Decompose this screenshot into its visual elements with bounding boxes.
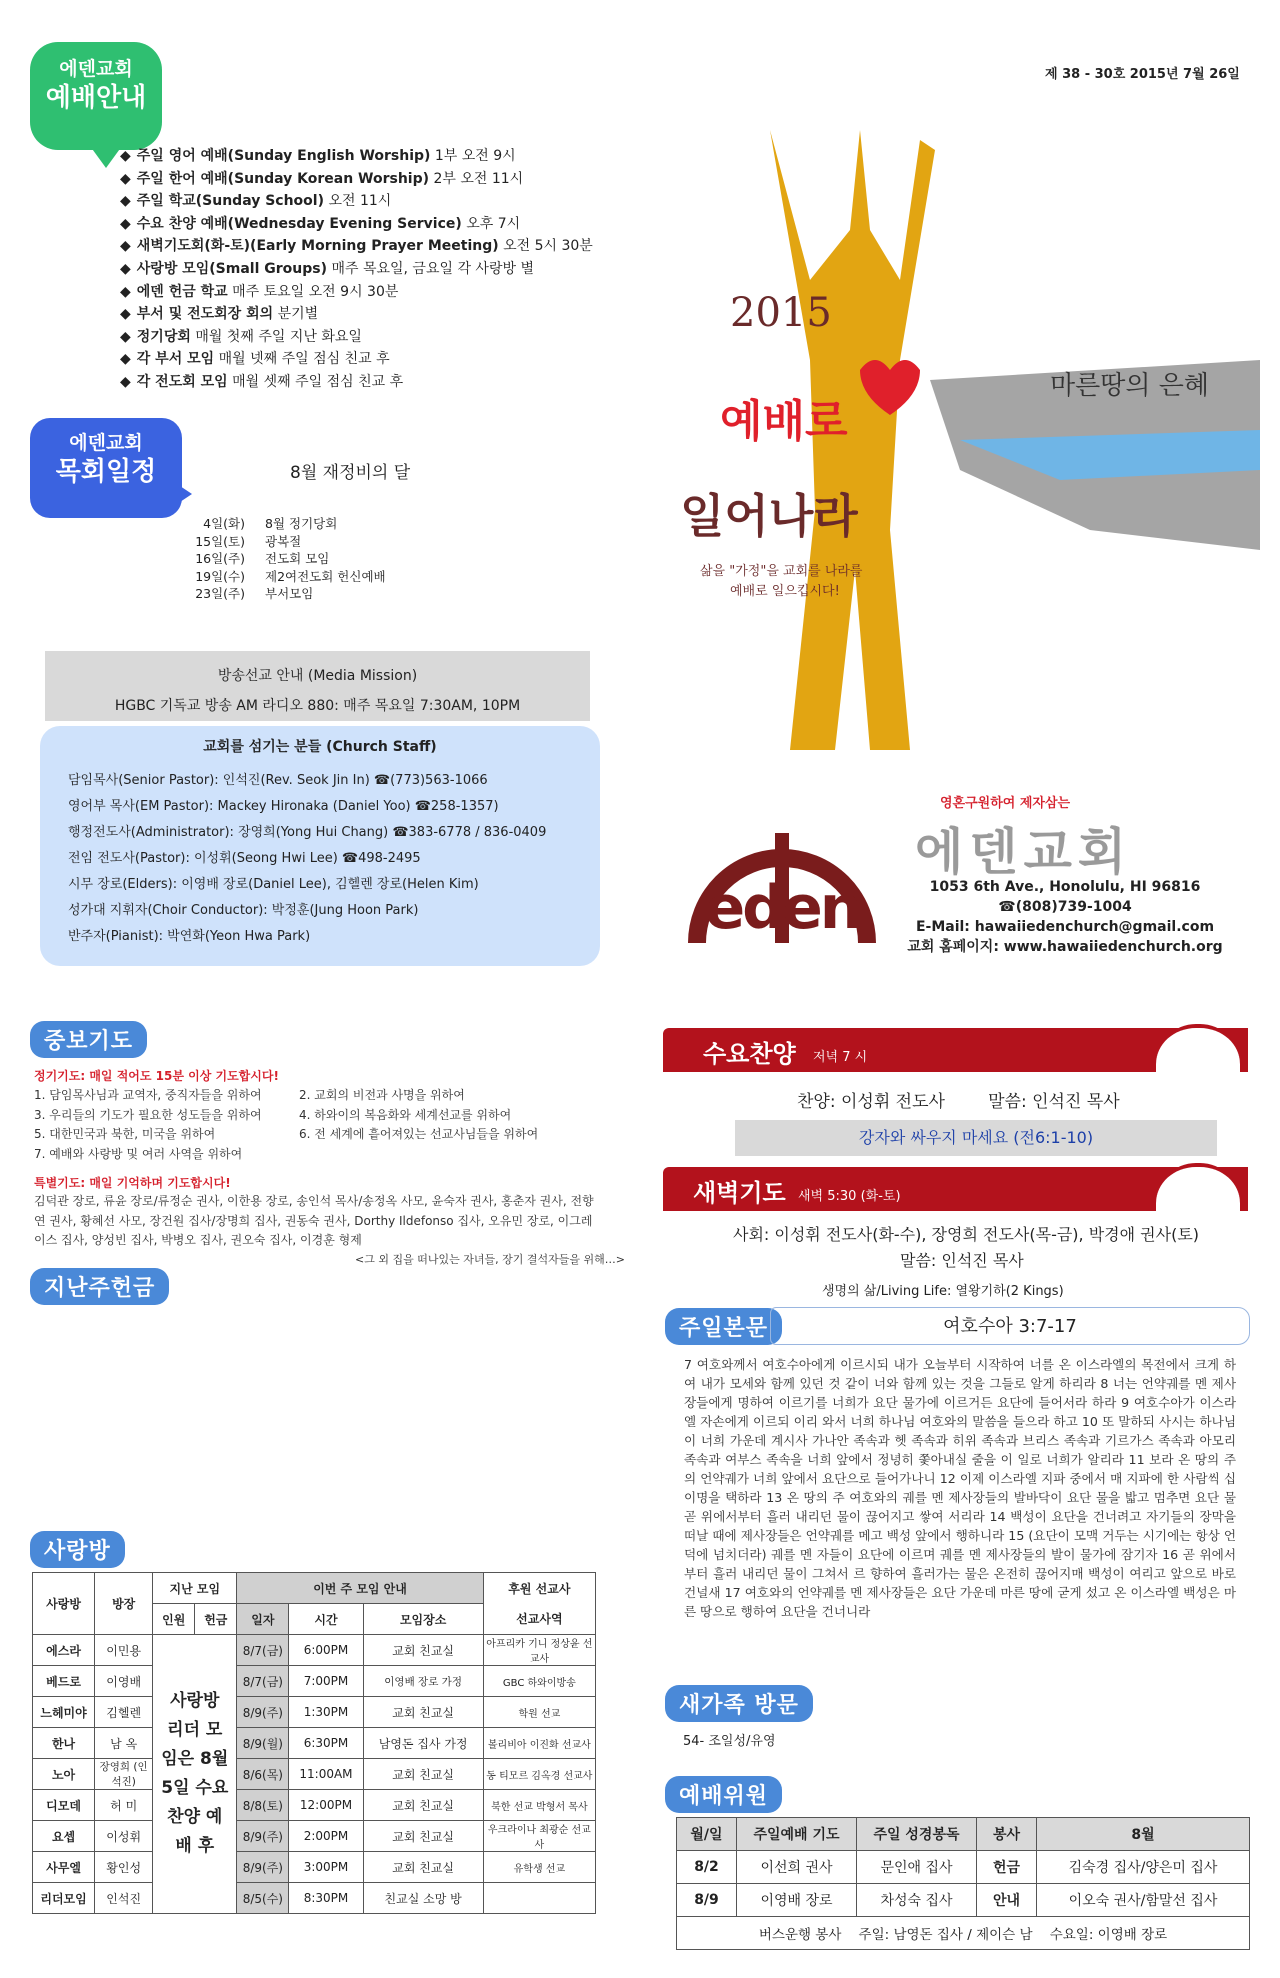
prayer-special-text: 김덕관 장로, 류윤 장로/류정순 권사, 이한용 장로, 송인석 목사/송정옥 사모, 윤숙자 권사, 홍춘자 권사, 전향연 권사, 황혜선 사모, 장건원 집사/장명희 집사, 권동숙 권사, Dorthy Ildefonso 집사, 오유민 장로, 이그레이스 집사, 양성빈 집사, 박병오 집사, 권오숙 집사, 이경훈 형제 bbox=[34, 1194, 594, 1247]
table-row: 느헤미야 김헬렌 8/9(주) 1:30PM 교회 친교실 학원 선교 bbox=[33, 1697, 596, 1728]
poster bbox=[660, 110, 1260, 770]
schedule-row: 15일(토) 광복절 bbox=[195, 533, 302, 549]
eden-logo-text: eden bbox=[704, 873, 860, 943]
worship-item: ◆ 각 전도회 모임 매월 셋째 주일 점심 친교 후 bbox=[120, 373, 404, 390]
sermon-heading: 주일본문 bbox=[665, 1308, 782, 1345]
prayer-item: 3. 우리들의 기도가 필요한 성도들을 위하여 bbox=[34, 1107, 262, 1122]
prayer-item: 1. 담임목사님과 교역자, 중직자들을 위하여 bbox=[34, 1088, 262, 1102]
worship-item: ◆ 주일 영어 예배(Sunday English Worship) 1부 오전 9시 bbox=[120, 148, 516, 164]
poster-sub1: 삶을 "가정"을 교회를 나라를 bbox=[700, 564, 863, 579]
staff-line: 시무 장로(Elders): 이영배 장로(Daniel Lee), 김헬렌 장로(Helen Kim) bbox=[68, 877, 479, 892]
prayer-item: 5. 대한민국과 북한, 미국을 위하여 bbox=[34, 1127, 216, 1141]
table-row: 디모데 허 미 8/8(토) 12:00PM 교회 친교실 북한 선교 박형서 목사 bbox=[33, 1790, 596, 1821]
worship-item: ◆ 부서 및 전도회장 회의 분기별 bbox=[120, 306, 319, 323]
eden-logo-small bbox=[1156, 1163, 1240, 1211]
leader-meeting-note: 사랑방 리더 모임은 8월 5일 수요 찬양 예배 후 bbox=[153, 1635, 237, 1914]
staff-box bbox=[40, 726, 600, 966]
schedule-bubble-line1: 에덴교회 bbox=[69, 432, 143, 454]
col-group: 사랑방 bbox=[33, 1573, 95, 1635]
worship-item: ◆ 수요 찬양 예배(Wednesday Evening Service) 오후 7시 bbox=[120, 215, 521, 232]
worship-item: ◆ 정기당회 매월 첫째 주일 지난 화요일 bbox=[120, 328, 362, 345]
visitors-text: 54- 조일성/유영 bbox=[683, 1734, 776, 1749]
col-mission: 후원 선교사 bbox=[483, 1573, 595, 1604]
worship-bubble bbox=[30, 42, 162, 150]
schedule-row: 19일(수) 제2여전도회 헌신예배 bbox=[195, 568, 386, 584]
schedule-bubble bbox=[30, 418, 182, 518]
wednesday-line: 찬양: 이성휘 전도사 말씀: 인석진 목사 bbox=[797, 1092, 1120, 1112]
prayer-item: 4. 하와이의 복음화와 세계선교를 위하여 bbox=[299, 1107, 512, 1122]
issue-info: 제 38 - 30호 2015년 7월 26일 bbox=[1045, 67, 1240, 82]
col-attend: 인원 bbox=[153, 1604, 195, 1635]
worship-item: ◆ 에덴 헌금 학교 매주 토요일 오전 9시 30분 bbox=[120, 283, 399, 300]
staff-title: 교회를 섬기는 분들 (Church Staff) bbox=[203, 739, 437, 755]
worship-bubble-line2: 예배안내 bbox=[45, 82, 147, 113]
worship-item: ◆ 주일 한어 예배(Sunday Korean Worship) 2부 오전 11시 bbox=[120, 170, 524, 187]
schedule-bubble-line2: 목회일정 bbox=[55, 456, 157, 487]
worship-bubble-line1: 에덴교회 bbox=[59, 58, 133, 80]
staff-line: 전임 전도사(Pastor): 이성휘(Seong Hwi Lee) ☎498-2495 bbox=[68, 851, 421, 866]
sermon-ref-box bbox=[770, 1307, 1250, 1345]
prayer-item: 6. 전 세계에 흩어져있는 선교사님들을 위하여 bbox=[299, 1127, 539, 1141]
church-info bbox=[900, 877, 1230, 957]
table-row: 버스운행 봉사 주일: 남영돈 집사 / 제이슨 남 수요일: 이영배 장로 bbox=[677, 1917, 1250, 1950]
table-row: 베드로 이영배 8/7(금) 7:00PM 이영배 장로 가정 GBC 하와이방송 bbox=[33, 1666, 596, 1697]
sarang-table bbox=[32, 1572, 596, 1914]
visitors-heading: 새가족 방문 bbox=[665, 1685, 813, 1722]
church-name: 에덴교회 bbox=[915, 823, 1133, 881]
poster-year: 2015 bbox=[730, 290, 832, 336]
staff-line: 성가대 지휘자(Choir Conductor): 박정훈(Jung Hoon Park) bbox=[68, 903, 419, 918]
staff-line: 반주자(Pianist): 박연화(Yeon Hwa Park) bbox=[68, 929, 311, 944]
sermon-text: 7 여호와께서 여호수아에게 이르시되 내가 오늘부터 시작하여 너를 온 이스라엘의 목전에서 크게 하여 내가 모세와 함께 있던 것 같이 너와 함께 있는 것을 그들로 알게 하리라 8 너는 언약궤를 멘 제사장들에게 명하여 이르기를 너희가 요단 물가에 이르거든 요단에 들어서라 하라 9 여호수아가 이스라엘 자손에게 이르되 이리 와서 너희 하나님 여호와의 말씀을 들으라 하고 10 또 말하되 사시는 하나님이 너희 가운데 계시사 가나안 족속과 헷 족속과 히위 족속과 브리스 족속과 기르가스 족속과 아모리 족속과 여부스 족속을 너희 앞에서 정녕히 쫓아내실 줄을 이 일로 너희가 알리라 11 보라 온 땅의 주의 언약궤가 너희 앞에서 요단으로 들어가나니 12 이제 이스라엘 지파 중에서 매 지파에 한 사람씩 십 이명을 택하라 13 온 땅의 주 여호와의 궤를 멘 제사장들의 발바닥이 요단 물을 밟고 멈추면 요단 물 곧 위에서부터 흘러 내리던 물이 끊어지고 쌓여 서리라 14 백성이 요단을 건너려고 자기들의 장막을 떠날 때에 제사장들은 언약궤를 메고 백성 앞에서 행하니라 15 (요단이 모맥 거두는 시기에는 항상 언덕에 넘치더라) 궤를 멘 자들이 요단에 이르며 궤를 멘 제사장들의 발이 물가에 잠기자 16 곧 위에서부터 흘러 내리던 물이 그쳐서 르 향하여 흘러가는 물은 온전히 끊어지매 백성이 여리고 앞으로 바로 건널새 17 여호와의 언약궤를 멘 제사장들은 요단 가운데 마른 땅에 굳게 섰고 온 이스라엘 백성은 마른 땅으로 행하여 요단을 건너니라 bbox=[684, 1357, 1236, 1619]
eden-logo bbox=[687, 803, 877, 953]
worship-item: ◆ 사랑방 모임(Small Groups) 매주 목요일, 금요일 각 사랑방 별 bbox=[120, 260, 534, 277]
eden-logo-small bbox=[1156, 1024, 1240, 1072]
table-row: 8/2 이선희 권사 문인애 집사 헌금 김숙경 집사/양은미 집사 bbox=[677, 1851, 1250, 1884]
wednesday-bar bbox=[663, 1028, 1248, 1072]
church-homepage: 교회 홈페이지: www.hawaiiedenchurch.org bbox=[907, 939, 1223, 955]
sermon-ref: 여호수아 3:7-17 bbox=[943, 1316, 1077, 1337]
wednesday-sub: 저녁 7 시 bbox=[813, 1050, 868, 1065]
dawn-bar bbox=[663, 1167, 1248, 1211]
poster-sub2: 예배로 일으킵시다! bbox=[730, 584, 840, 599]
poster-line2: 일어나라 bbox=[680, 489, 858, 543]
dawn-sub: 새벽 5:30 (화-토) bbox=[798, 1189, 901, 1204]
worship-item: ◆ 주일 학교(Sunday School) 오전 11시 bbox=[120, 193, 392, 210]
table-row: 노아 장영희 (인석진) 8/6(목) 11:00AM 교회 친교실 동 티모르 김옥경 선교사 bbox=[33, 1759, 596, 1790]
dawn-line2: 말씀: 인석진 목사 bbox=[900, 1251, 1024, 1270]
dawn-line3: 생명의 삶/Living Life: 열왕기하(2 Kings) bbox=[822, 1284, 1064, 1299]
wednesday-title: 수요찬양 bbox=[703, 1040, 796, 1068]
media-box bbox=[45, 651, 590, 721]
schedule-row: 4일(화) 8월 정기당회 bbox=[203, 516, 338, 531]
col-day: 일자 bbox=[237, 1604, 289, 1635]
schedule-row: 16일(주) 전도회 모임 bbox=[195, 551, 330, 566]
prayer-special-title: 특별기도: 매일 기억하며 기도합시다! bbox=[34, 1176, 231, 1190]
col-time: 시간 bbox=[289, 1604, 363, 1635]
schedule-row: 23일(주) 부서모임 bbox=[195, 586, 314, 601]
table-row: 사무엘 황인성 8/9(주) 3:00PM 교회 친교실 유학생 선교 bbox=[33, 1852, 596, 1883]
prayer-regular-title: 정기기도: 매일 적어도 15분 이상 기도합시다! bbox=[34, 1069, 279, 1083]
col-last: 지난 모임 bbox=[153, 1573, 237, 1604]
sarang-heading: 사랑방 bbox=[30, 1531, 125, 1568]
worship-list bbox=[120, 145, 593, 394]
worship-item: ◆ 새벽기도회(화-토)(Early Morning Prayer Meeting) 오전 5시 30분 bbox=[120, 238, 593, 255]
worship-item: ◆ 각 부서 모임 매월 넷째 주일 점심 친교 후 bbox=[120, 351, 390, 368]
dawn-line1: 사회: 이성휘 전도사(화-수), 장영희 전도사(목-금), 박경애 권사(토) bbox=[733, 1225, 1200, 1244]
table-row: 요셉 이성휘 8/9(주) 2:00PM 교회 친교실 우크라이나 최광순 선교사 bbox=[33, 1821, 596, 1852]
media-text: HGBC 기독교 방송 AM 라디오 880: 매주 목요일 7:30AM, 10PM bbox=[114, 698, 521, 714]
table-row: 에스라 이민용 사랑방 리더 모임은 8월 5일 수요 찬양 예배 후 8/7(금) 6:00PM 교회 친교실 아프리카 기니 정상윤 선교사 bbox=[33, 1635, 596, 1666]
table-row: 리더모임 인석진 8/5(수) 8:30PM 친교실 소망 방 bbox=[33, 1883, 596, 1914]
staff-line: 행정전도사(Administrator): 장영희(Yong Hui Chang) ☎383-6778 / 836-0409 bbox=[68, 825, 547, 840]
prayer-note: <그 외 집을 떠나있는 자녀들, 장기 결석자들을 위해…> bbox=[355, 1253, 625, 1266]
offering-heading: 지난주헌금 bbox=[30, 1268, 169, 1305]
schedule-table bbox=[165, 515, 386, 603]
prayer-item: 2. 교회의 비전과 사명을 위하여 bbox=[299, 1088, 465, 1102]
wednesday-sermon: 강자와 싸우지 마세요 (전6:1-10) bbox=[735, 1120, 1217, 1156]
duty-heading: 예배위원 bbox=[665, 1776, 782, 1813]
dawn-title: 새벽기도 bbox=[693, 1179, 786, 1207]
col-offer: 헌금 bbox=[195, 1604, 237, 1635]
prayer-heading: 중보기도 bbox=[30, 1021, 147, 1058]
church-slogan: 영혼구원하여 제자삼는 bbox=[940, 796, 1071, 811]
table-row: 한나 남 옥 8/9(월) 6:30PM 남영돈 집사 가정 볼리비아 이진화 선교사 bbox=[33, 1728, 596, 1759]
church-phone: ☎(808)739-1004 bbox=[998, 899, 1132, 915]
table-row: 8/9 이영배 장로 차성숙 집사 안내 이오숙 권사/함말선 집사 bbox=[677, 1884, 1250, 1917]
poster-right: 마른땅의 은혜 bbox=[1050, 371, 1209, 401]
prayer-regular-list bbox=[34, 1086, 594, 1164]
media-title: 방송선교 안내 (Media Mission) bbox=[217, 668, 418, 684]
staff-line: 영어부 목사(EM Pastor): Mackey Hironaka (Daniel Yoo) ☎258-1357) bbox=[68, 799, 499, 814]
col-leader: 방장 bbox=[95, 1573, 153, 1635]
staff-line: 담임목사(Senior Pastor): 인석진(Rev. Seok Jin In) ☎(773)563-1066 bbox=[68, 773, 488, 788]
church-address: 1053 6th Ave., Honolulu, HI 96816 bbox=[929, 879, 1201, 895]
church-email: E-Mail: hawaiiedenchurch@gmail.com bbox=[915, 919, 1215, 935]
col-place: 모임장소 bbox=[363, 1604, 483, 1635]
prayer-item: 7. 예배와 사랑방 및 여러 사역을 위하여 bbox=[34, 1146, 243, 1161]
poster-line1: 예배로 bbox=[720, 396, 848, 447]
duty-table: 월/일 주일예배 기도 주일 성경봉독 봉사 8월 8/2 이선희 권사 문인애 집사 헌금 김숙경 집사/양은미 집사 8/9 이영배 장로 차성숙 집사 안내 이오숙 권사/함말선 집사 버스운행 봉사 주일: 남영돈 집사 / 제이슨 남 수요일: 이영배 장로 bbox=[676, 1817, 1250, 1950]
schedule-title: 8월 재정비의 달 bbox=[290, 463, 411, 483]
col-this: 이번 주 모임 안내 bbox=[237, 1573, 483, 1604]
col-mission2: 선교사역 bbox=[483, 1604, 595, 1635]
